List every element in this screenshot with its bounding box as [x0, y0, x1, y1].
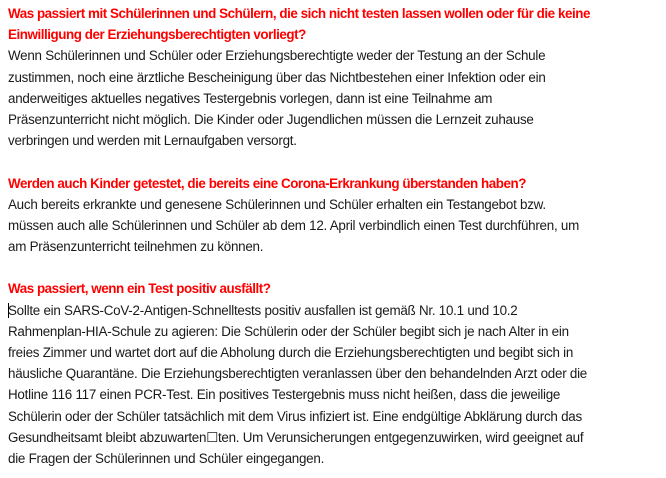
paragraph-line-with-cursor[interactable] — [8, 300, 660, 321]
paragraph-line: am Präsenzunterricht teilnehmen zu können. — [8, 239, 264, 255]
paragraph-line: anderweitiges aktuelles negatives Testergebnis vorlegen, dann ist eine Teilnahme am — [8, 90, 493, 106]
paragraph-line: zustimmen, noch eine ärztliche Bescheinigung über das Nichtbestehen einer Infektion oder ein — [8, 69, 546, 85]
paragraph-line: verbringen und werden mit Lernaufgaben versorgt. — [8, 133, 297, 149]
paragraph-line: freies Zimmer und wartet dort auf die Abholung durch die Erziehungsberechtigten und begibt sich in — [8, 345, 574, 360]
section-heading: Was passiert, wenn ein Test positiv ausfällt? — [8, 281, 271, 297]
document-body[interactable] — [8, 3, 660, 469]
paragraph-line: Schülerin oder der Schüler tatsächlich mit dem Virus infiziert ist. Eine endgültige Abklärung durch das — [8, 408, 582, 424]
section-heading: Einwilligung der Erziehungsberechtigten vorliegt? — [8, 27, 306, 43]
paragraph-line: Hotline 116 117 einen PCR-Test. Ein positives Testergebnis muss nicht heißen, dass die jeweilige — [8, 387, 561, 403]
faq-section-no-test-consent — [8, 3, 660, 151]
paragraph-line: die Fragen der Schülerinnen und Schüler eingegangen. — [8, 450, 325, 466]
paragraph-line: Wenn Schülerinnen und Schüler oder Erziehungsberechtigte weder der Testung an der Schule — [8, 48, 546, 64]
paragraph-line: häusliche Quarantäne. Die Erziehungsberechtigten veranlassen über den behandelnden Arzt oder die — [8, 366, 587, 382]
section-heading: Werden auch Kinder getestet, die bereits eine Corona-Erkrankung überstanden haben? — [8, 175, 526, 191]
section-heading: Was passiert mit Schülerinnen und Schülern, die sich nicht testen lassen wollen oder für die keine — [8, 6, 590, 21]
paragraph-line: Rahmenplan-HIA-Schule zu agieren: Die Schülerin oder der Schüler begibt sich je nach Alter in ein — [8, 323, 569, 339]
paragraph-line: Gesundheitsamt bleibt abzuwarten☐ten. Um Verunsicherungen entgegenzuwirken, wird geeignet auf — [8, 429, 584, 445]
blank-line — [8, 151, 660, 172]
faq-section-recovered-children — [8, 173, 660, 258]
blank-line — [8, 257, 660, 278]
paragraph-line: müssen auch alle Schülerinnen und Schüler ab dem 12. April verbindlich einen Test durchführen, um — [8, 217, 579, 233]
faq-section-positive-test — [8, 278, 660, 469]
paragraph-line-text: Sollte ein SARS-CoV-2-Antigen-Schnelltests positiv ausfallen ist gemäß Nr. 10.1 und 10.2 — [8, 302, 518, 318]
paragraph-line: Auch bereits erkrankte und genesene Schülerinnen und Schüler erhalten ein Testangebot bzw. — [8, 196, 546, 212]
paragraph-line: Präsenzunterricht nicht möglich. Die Kinder oder Jugendlichen müssen die Lernzeit zuhause — [8, 111, 534, 127]
